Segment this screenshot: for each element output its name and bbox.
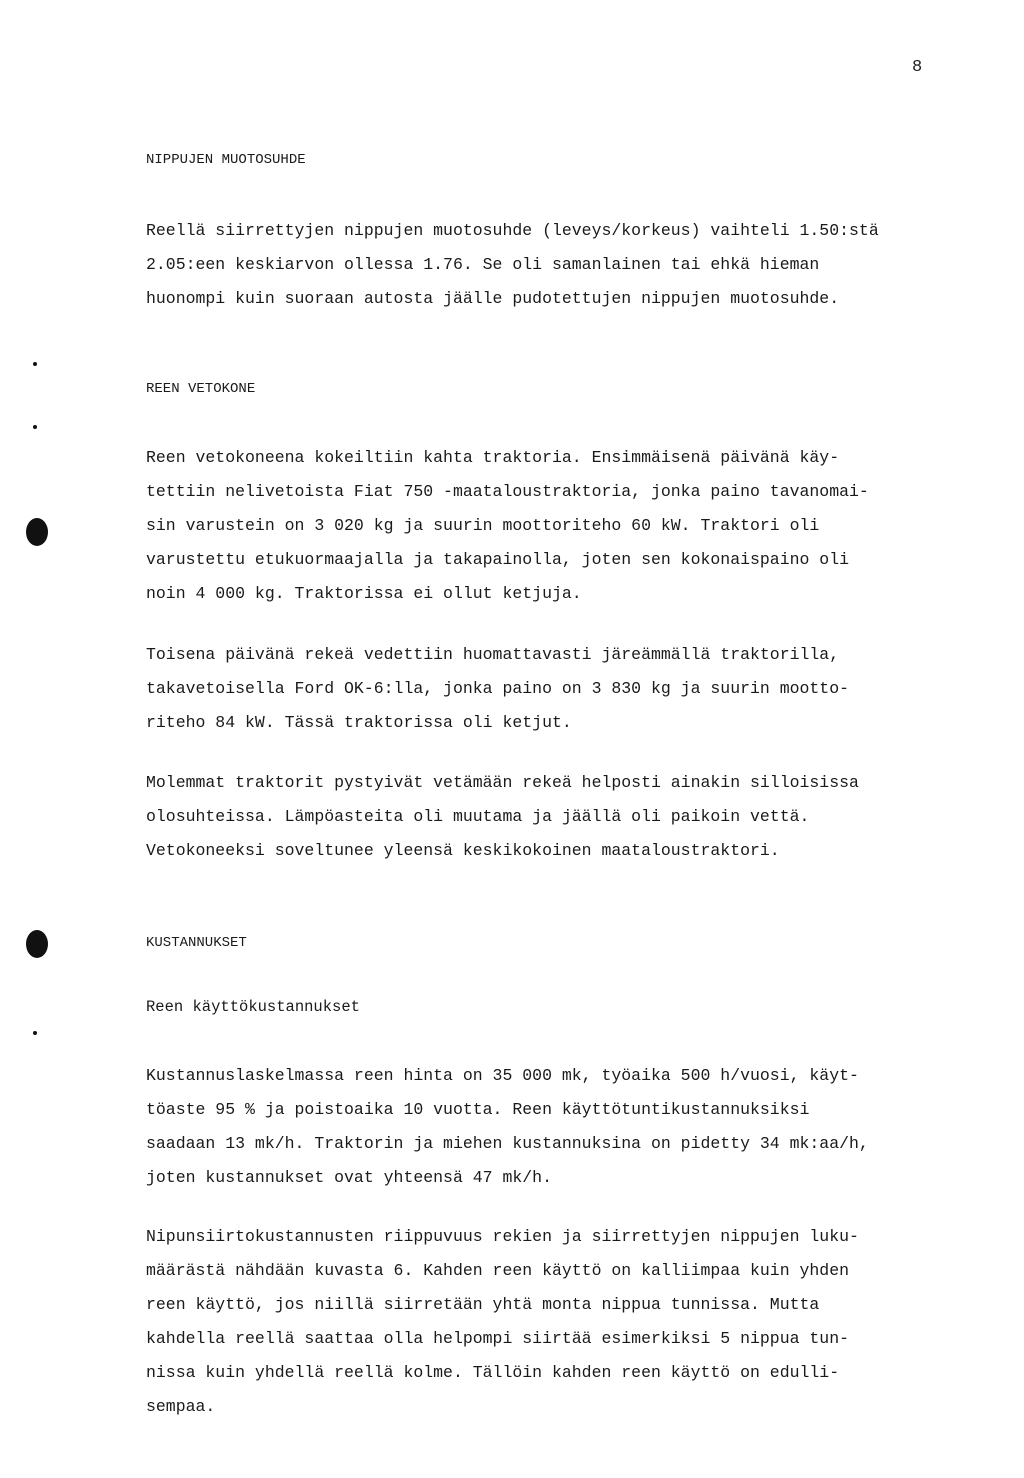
- text-line: Vetokoneeksi soveltunee yleensä keskikokoinen maataloustraktori.: [146, 841, 780, 860]
- text-line: sempaa.: [146, 1397, 216, 1416]
- text-line: olosuhteissa. Lämpöasteita oli muutama ja jäällä oli paikoin vettä.: [146, 807, 810, 826]
- text-line: 2.05:een keskiarvon ollessa 1.76. Se oli samanlainen tai ehkä hieman: [146, 255, 820, 274]
- paragraph: [146, 214, 946, 316]
- section-heading: REEN VETOKONE: [146, 381, 256, 397]
- text-line: huonompi kuin suoraan autosta jäälle pudotettujen nippujen muotosuhde.: [146, 289, 840, 308]
- text-line: noin 4 000 kg. Traktorissa ei ollut ketjuja.: [146, 584, 582, 603]
- text-line: Kustannuslaskelmassa reen hinta on 35 000 mk, työaika 500 h/vuosi, käyt-: [146, 1066, 859, 1085]
- paragraph: [146, 638, 946, 740]
- text-line: Reen vetokoneena kokeiltiin kahta traktoria. Ensimmäisenä päivänä käy-: [146, 448, 840, 467]
- paragraph: [146, 1220, 946, 1424]
- section-heading: NIPPUJEN MUOTOSUHDE: [146, 152, 306, 168]
- text-line: varustettu etukuormaajalla ja takapainolla, joten sen kokonaispaino oli: [146, 550, 850, 569]
- text-line: sin varustein on 3 020 kg ja suurin moottoriteho 60 kW. Traktori oli: [146, 516, 820, 535]
- margin-dot: [33, 425, 37, 429]
- text-line: töaste 95 % ja poistoaika 10 vuotta. Reen käyttötuntikustannuksiksi: [146, 1100, 810, 1119]
- text-line: kahdella reellä saattaa olla helpompi siirtää esimerkiksi 5 nippua tun-: [146, 1329, 850, 1348]
- text-line: takavetoisella Ford OK-6:lla, jonka paino on 3 830 kg ja suurin moottо-: [146, 679, 850, 698]
- text-line: joten kustannukset ovat yhteensä 47 mk/h.: [146, 1168, 552, 1187]
- text-line: Molemmat traktorit pystyivät vetämään rekeä helposti ainakin silloisissa: [146, 773, 859, 792]
- text-line: määrästä nähdään kuvasta 6. Kahden reen käyttö on kalliimpaa kuin yhden: [146, 1261, 850, 1280]
- paragraph: [146, 441, 946, 611]
- margin-dot: [33, 362, 37, 366]
- text-line: Nipunsiirtokustannusten riippuvuus rekien ja siirrettyjen nippujen luku-: [146, 1227, 859, 1246]
- text-line: Reellä siirrettyjen nippujen muotosuhde (leveys/korkeus) vaihteli 1.50:stä: [146, 221, 879, 240]
- text-line: riteho 84 kW. Tässä traktorissa oli ketjut.: [146, 713, 572, 732]
- text-line: Toisena päivänä rekeä vedettiin huomattavasti järeämmällä traktorilla,: [146, 645, 840, 664]
- text-line: nissa kuin yhdellä reellä kolme. Tällöin kahden reen käyttö on edulli-: [146, 1363, 840, 1382]
- paragraph: [146, 766, 946, 868]
- text-line: tettiin nelivetoista Fiat 750 -maataloustraktoria, jonka paino tavanomai-: [146, 482, 869, 501]
- binder-hole-mark: [26, 518, 48, 546]
- section-heading: KUSTANNUKSET: [146, 935, 247, 951]
- page-number: 8: [912, 58, 923, 77]
- margin-dot: [33, 1031, 37, 1035]
- paragraph: [146, 1059, 946, 1195]
- text-line: saadaan 13 mk/h. Traktorin ja miehen kustannuksina on pidetty 34 mk:aa/h,: [146, 1134, 869, 1153]
- section-subheading: Reen käyttökustannukset: [146, 998, 360, 1016]
- text-line: reen käyttö, jos niillä siirretään yhtä monta nippua tunnissa. Mutta: [146, 1295, 820, 1314]
- binder-hole-mark: [26, 930, 48, 958]
